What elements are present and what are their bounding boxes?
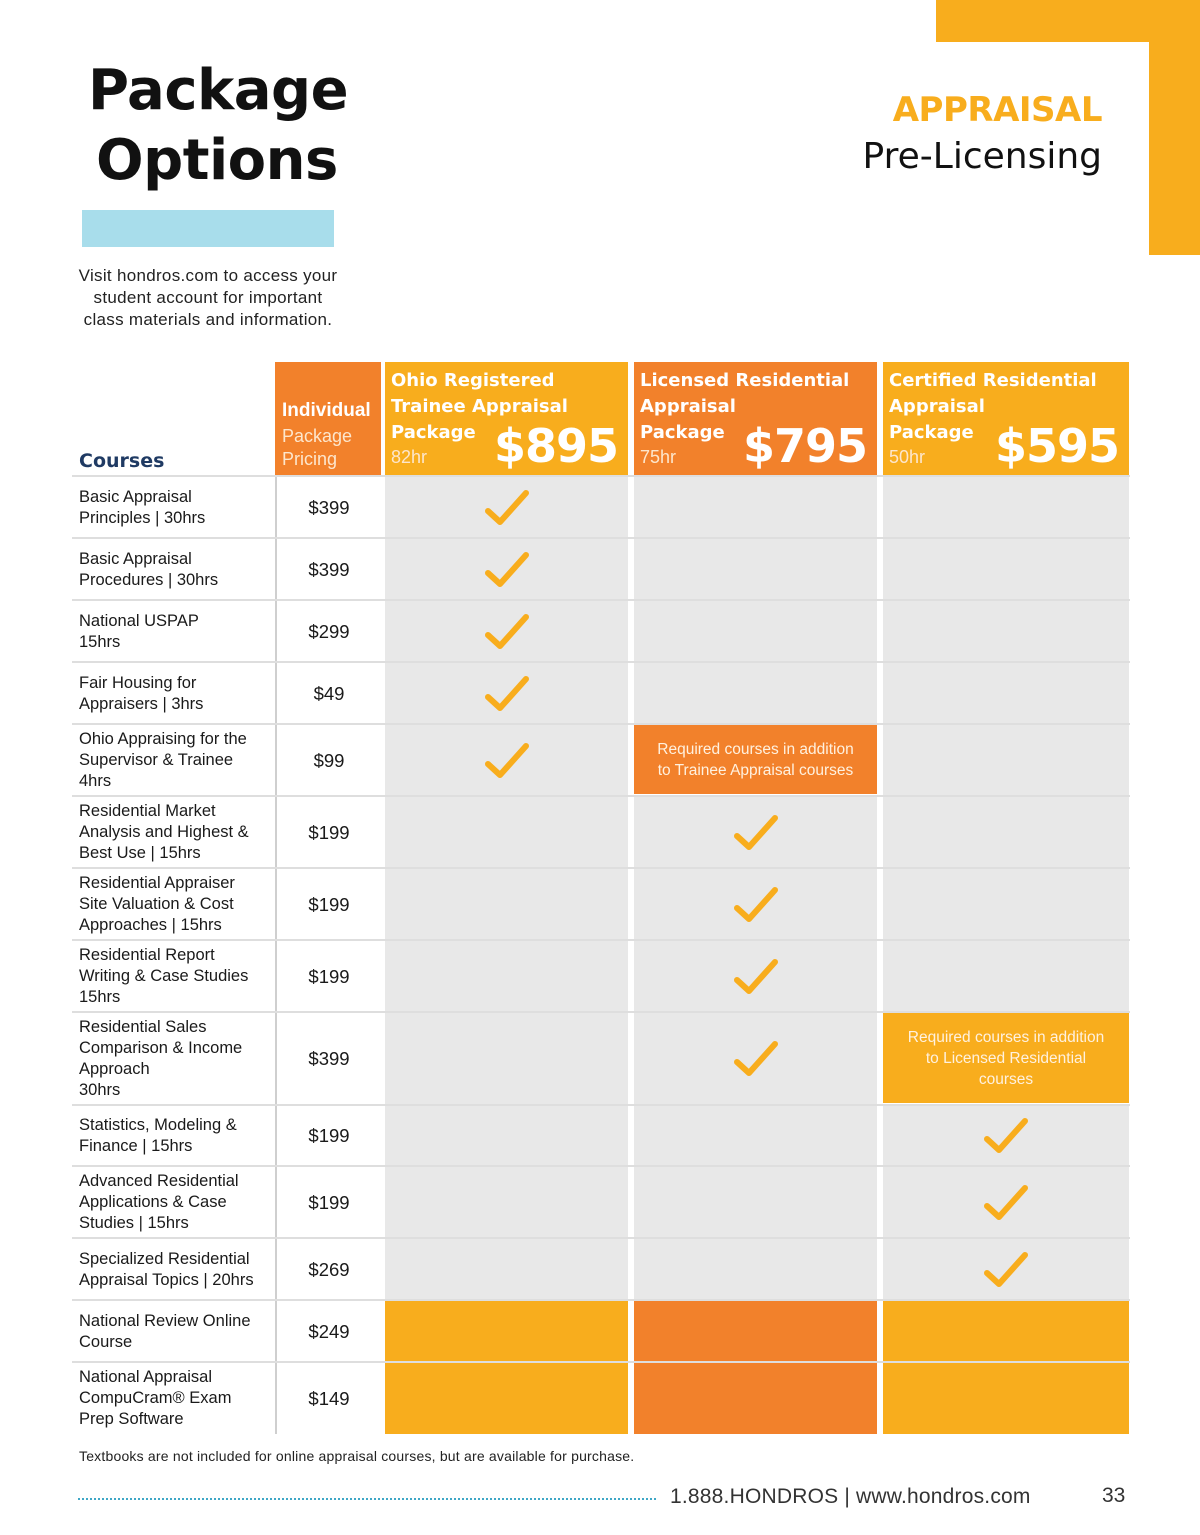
course-name-line: Residential Report (79, 946, 215, 964)
title-underline-bar (82, 210, 334, 247)
individual-price: $399 (275, 1013, 381, 1105)
package-cell (634, 477, 877, 538)
course-name (72, 601, 272, 662)
package-cell (634, 797, 877, 868)
package-cell (634, 663, 877, 724)
package-cell (385, 1106, 628, 1166)
individual-header-line: Pricing (282, 449, 338, 469)
course-name-line: 15hrs (79, 988, 121, 1006)
course-name-line: Statistics, Modeling & (79, 1116, 237, 1134)
individual-price: $199 (275, 1106, 381, 1166)
individual-price: $399 (275, 477, 381, 538)
checkmark-icon (485, 489, 529, 527)
package-hours: 75hr (640, 447, 677, 467)
package-cell (385, 1167, 628, 1238)
note-line: Required courses in addition (907, 1028, 1105, 1046)
package-price: $795 (742, 419, 867, 473)
course-name-line: Residential Appraiser (79, 874, 235, 892)
package-cell (883, 941, 1129, 1012)
course-name-line: CompuCram® Exam (79, 1389, 232, 1407)
individual-header-line: Package (282, 426, 353, 446)
package-cell (883, 601, 1129, 662)
package-cell (385, 663, 628, 724)
course-name-line: Course (79, 1332, 133, 1351)
footer-contact: 1.888.HONDROS | www.hondros.com (670, 1485, 1031, 1508)
course-name (72, 941, 272, 1012)
package-cell (634, 1239, 877, 1300)
course-name (72, 1301, 272, 1362)
course-name-line: Fair Housing for (79, 673, 197, 692)
checkmark-icon (485, 742, 529, 780)
course-name-line: Basic Appraisal (79, 549, 192, 568)
checkmark-icon (734, 958, 778, 996)
course-name-line: Approaches | 15hrs (79, 916, 222, 934)
checkmark-icon (984, 1117, 1028, 1155)
corner-accent-side (1149, 0, 1200, 255)
course-name-line: Principles | 30hrs (79, 508, 206, 527)
individual-price: $299 (275, 601, 381, 662)
individual-price: $199 (275, 797, 381, 868)
checkmark-icon (485, 613, 529, 651)
package-cell (634, 601, 877, 662)
course-name (72, 1013, 272, 1105)
course-name-line: Analysis and Highest & (79, 823, 249, 841)
individual-price: $99 (275, 725, 381, 796)
course-name-line: Advanced Residential (79, 1172, 239, 1190)
individual-price: $199 (275, 1167, 381, 1238)
note-line: courses (978, 1070, 1034, 1088)
course-name-line: Writing & Case Studies (79, 967, 249, 985)
package-cell (883, 725, 1129, 796)
checkmark-icon (734, 1040, 778, 1078)
package-cell (634, 539, 877, 600)
course-name (72, 797, 272, 868)
individual-pricing-header (275, 362, 381, 476)
course-name (72, 1106, 272, 1166)
checkmark-icon (485, 675, 529, 713)
package-cell (634, 869, 877, 940)
course-name (72, 477, 272, 538)
package-name-line: Certified Residential (889, 370, 1097, 391)
intro-line: student account for important (93, 288, 323, 307)
package-cell (385, 941, 628, 1012)
course-name-line: Applications & Case (79, 1193, 227, 1211)
course-name-line: Residential Market (79, 802, 216, 820)
checkmark-icon (984, 1184, 1028, 1222)
course-name (72, 1167, 272, 1238)
package-hours: 82hr (391, 447, 428, 467)
individual-price: $149 (275, 1363, 381, 1434)
intro-line: Visit hondros.com to access your (78, 266, 338, 285)
page-number: 33 (1102, 1484, 1126, 1507)
course-name-line: Finance | 15hrs (79, 1137, 193, 1155)
footer-dotted-rule (78, 1498, 656, 1500)
package-name-line: Trainee Appraisal (391, 396, 568, 417)
page-title-line-2: Options (96, 128, 338, 193)
package-cell (883, 1363, 1129, 1434)
course-name-line: National USPAP (79, 611, 199, 630)
package-cell (634, 941, 877, 1012)
course-name (72, 1239, 272, 1300)
page-title-line-1: Package (88, 58, 349, 123)
package-cell (883, 477, 1129, 538)
required-courses-note (634, 725, 877, 794)
course-name-line: Comparison & Income (79, 1039, 243, 1057)
package-cell (385, 601, 628, 662)
required-courses-note (883, 1013, 1129, 1103)
individual-price: $249 (275, 1301, 381, 1362)
package-cell (883, 869, 1129, 940)
package-price: $595 (994, 419, 1119, 473)
course-name-line: Site Valuation & Cost (79, 895, 234, 913)
package-cell (385, 1013, 628, 1105)
course-name-line: Ohio Appraising for the (79, 730, 247, 748)
checkmark-icon (734, 814, 778, 852)
course-name-line: Procedures | 30hrs (79, 570, 219, 589)
package-cell (634, 1106, 877, 1166)
package-cell (883, 1239, 1129, 1300)
package-cell (385, 1239, 628, 1300)
course-name-line: Residential Sales (79, 1018, 207, 1036)
individual-price: $199 (275, 941, 381, 1012)
package-cell (385, 477, 628, 538)
course-name-line: Appraisal Topics | 20hrs (79, 1270, 254, 1289)
individual-price: $269 (275, 1239, 381, 1300)
package-name-line: Appraisal (640, 396, 736, 417)
individual-price: $199 (275, 869, 381, 940)
intro-line: class materials and information. (83, 310, 333, 329)
course-name (72, 869, 272, 940)
package-cell (385, 539, 628, 600)
course-name-line: Specialized Residential (79, 1249, 250, 1268)
courses-column-header (72, 362, 272, 476)
package-header-certified (883, 362, 1129, 476)
checkmark-icon (734, 886, 778, 924)
note-line: to Licensed Residential (925, 1049, 1087, 1067)
course-name-line: Studies | 15hrs (79, 1214, 189, 1232)
course-name-line: 15hrs (79, 632, 121, 651)
package-cell (385, 1363, 628, 1434)
category-label: APPRAISAL (892, 90, 1102, 130)
package-name-line: Ohio Registered (391, 370, 555, 391)
course-name-line: Approach (79, 1060, 150, 1078)
package-cell (883, 1106, 1129, 1166)
package-cell (634, 1167, 877, 1238)
package-cell (385, 797, 628, 868)
courses-header-label: Courses (79, 450, 165, 472)
individual-header-line: Individual (282, 400, 371, 421)
package-cell (883, 797, 1129, 868)
course-name-line: 4hrs (79, 772, 112, 790)
package-cell (883, 1167, 1129, 1238)
category-subtitle: Pre-Licensing (862, 136, 1102, 177)
package-hours: 50hr (889, 447, 926, 467)
course-name (72, 725, 272, 796)
course-name-line: Prep Software (79, 1410, 184, 1428)
package-name-line: Package (889, 422, 974, 443)
note-line: to Trainee Appraisal courses (657, 761, 854, 779)
course-name-line: National Appraisal (79, 1368, 212, 1386)
checkmark-icon (485, 551, 529, 589)
package-header-trainee (385, 362, 628, 476)
package-cell (385, 1301, 628, 1362)
package-cell (385, 725, 628, 796)
intro-text (40, 265, 376, 331)
package-name-line: Licensed Residential (640, 370, 850, 391)
package-name-line: Package (391, 422, 476, 443)
package-name-line: Appraisal (889, 396, 985, 417)
package-cell (883, 663, 1129, 724)
course-name-line: 30hrs (79, 1081, 121, 1099)
course-name-line: National Review Online (79, 1311, 251, 1330)
package-cell (634, 1013, 877, 1105)
individual-price: $399 (275, 539, 381, 600)
course-name (72, 1363, 272, 1434)
checkmark-icon (984, 1251, 1028, 1289)
course-name (72, 539, 272, 600)
package-price: $895 (493, 419, 618, 473)
package-name-line: Package (640, 422, 725, 443)
footnote: Textbooks are not included for online appraisal courses, but are available for purchase. (79, 1448, 635, 1464)
course-name (72, 663, 272, 724)
package-header-licensed (634, 362, 877, 476)
package-cell (883, 539, 1129, 600)
note-line: Required courses in addition (657, 740, 854, 758)
individual-price: $49 (275, 663, 381, 724)
package-cell (634, 1363, 877, 1434)
course-name-line: Supervisor & Trainee (79, 751, 234, 769)
course-name-line: Basic Appraisal (79, 487, 192, 506)
course-name-line: Appraisers | 3hrs (79, 694, 204, 713)
package-cell (883, 1301, 1129, 1362)
package-cell (385, 869, 628, 940)
course-name-line: Best Use | 15hrs (79, 844, 201, 862)
package-cell (634, 1301, 877, 1362)
